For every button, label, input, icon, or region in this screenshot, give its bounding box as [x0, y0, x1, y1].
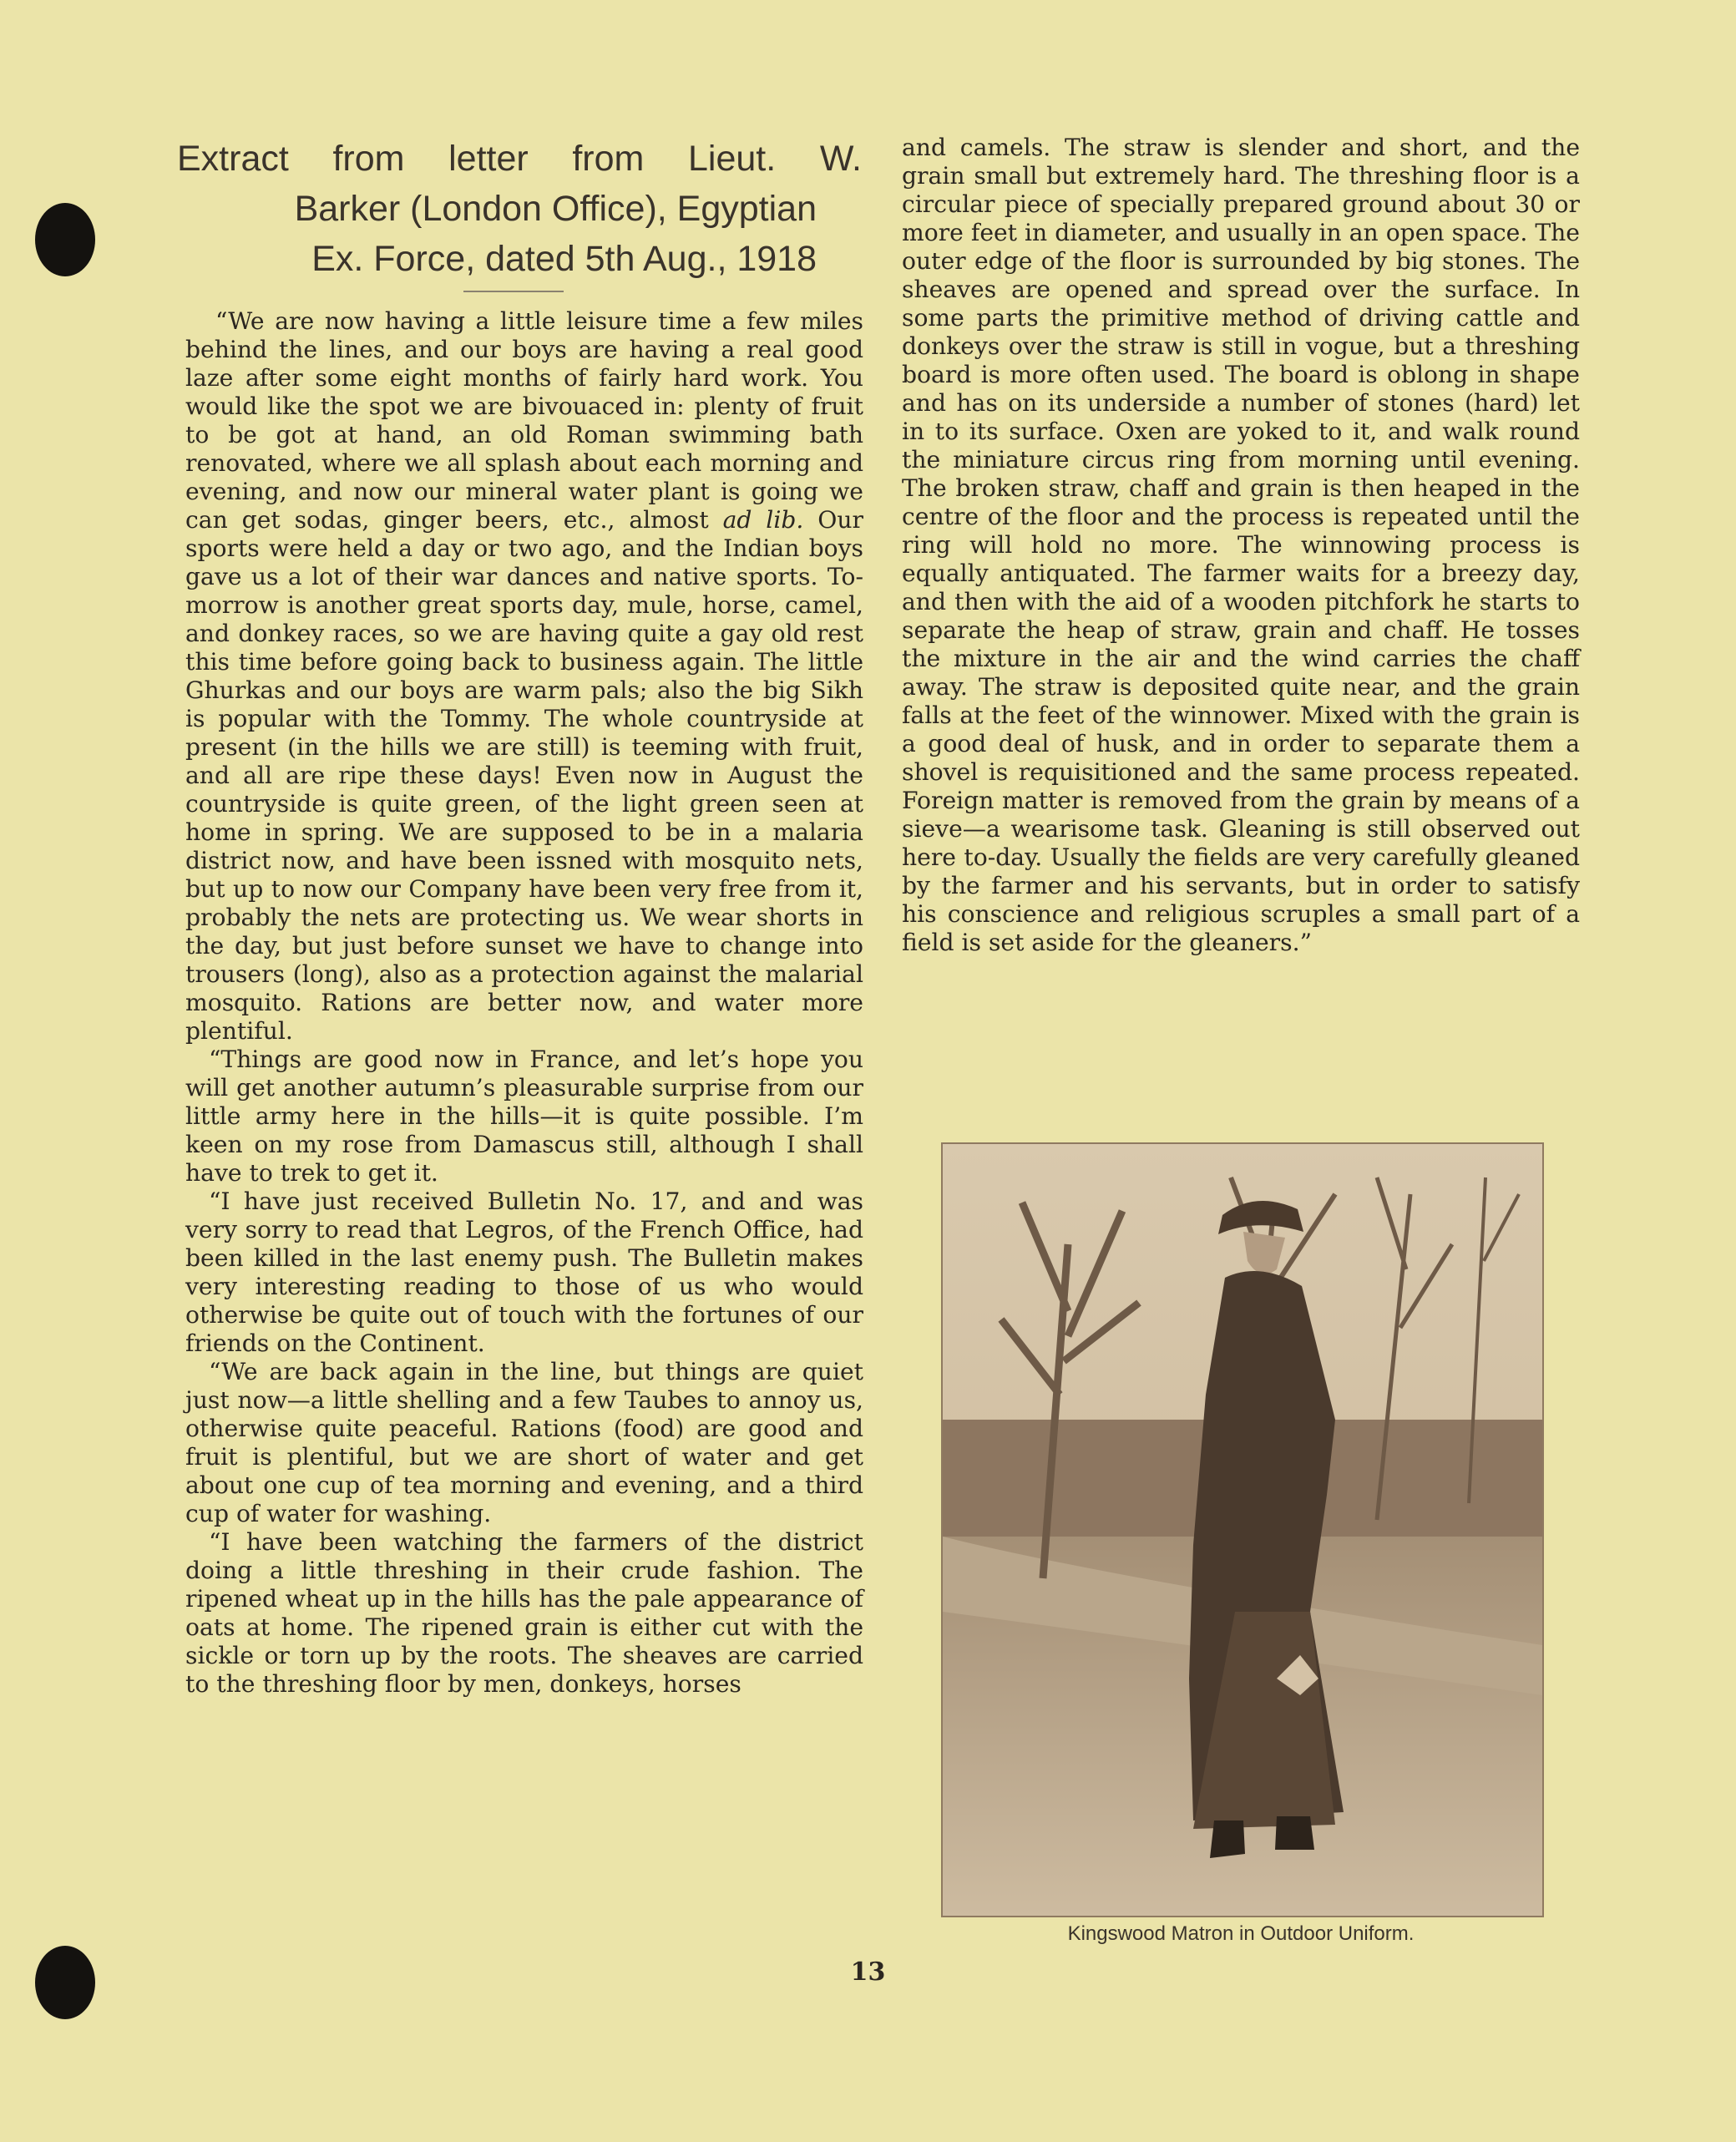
paragraph: “We are now having a little leisure time a few miles behind the lines, and our boys are having a real good laze after some eight months of fairly hard work. You would like the spot we are bivouaced in: plenty of fruit to be got at hand, an old Roman swimming bath renovated, where we all splash about each morning and evening, and now our mineral water plant is going we can get sodas, ginger beers, etc., almost ad lib. Our sports were held a day or two ago, and the Indian boys gave us a lot of their war dances and native sports. To-morrow is another great sports day, mule, horse, camel, and donkey races, so we are having quite a gay old rest this time before going back to business again. The little Ghurkas and our boys are warm pals; also the big Sikh is popular with the Tommy. The whole countryside at present (in the hills we are still) is teeming with fruit, and all are ripe these days! Even now in August the countryside is quite green, of the light green seen at home in spring. We are supposed to be in a malaria district now, and have been issned with mosquito nets, but up to now our Company have been very free from it, probably the nets are protecting us. We wear shorts in the day, but just before sunset we have to change into trousers (long), also as a protection against the malarial mosquito. Rations are better now, and water more plentiful.: [185, 307, 864, 1045]
photo-image: [943, 1144, 1542, 1916]
paragraph: “Things are good now in France, and let’s hope you will get another autumn’s pleasurable surprise from our little army here in the hills—it is quite possible. I’m keen on my rose from Damascus still, although I shall have to trek to get it.: [185, 1046, 863, 1187]
paragraph: “I have just received Bulletin No. 17, and and was very sorry to read that Legros, of the French Office, had been killed in the last enemy push. The Bulletin makes very interesting reading to those of us who would otherwise be quite out of touch with the fortunes of our friends on the Continent.: [185, 1187, 863, 1357]
heading-line-1: Extract from letter from Lieut. W.: [177, 139, 862, 179]
photo-caption: Kingswood Matron in Outdoor Uniform.: [1067, 1922, 1415, 1945]
right-column: [902, 134, 1580, 957]
matron-photograph: [941, 1142, 1544, 1917]
paragraph: “I have been watching the farmers of the district doing a little threshing in their crude fashion. The ripened wheat up in the hills has the pale appearance of oats at home. The ripened grain is either cut with the sickle or torn up by the roots. The sheaves are carried to the threshing floor by men, donkeys, horses: [185, 1528, 863, 1698]
page-number: 13: [850, 1957, 886, 1987]
italic-phrase: ad lib.: [722, 506, 804, 534]
paragraph: “We are back again in the line, but things are quiet just now—a little shelling and a few Taubes to annoy us, otherwise quite peaceful. Rations (food) are good and fruit is plentiful, but we are short of water and get about one cup of tea morning and evening, and a third cup of water for washing.: [185, 1358, 863, 1527]
heading-line-2: Barker (London Office), Egyptian: [294, 189, 817, 229]
paragraph: and camels. The straw is slender and short, and the grain small but extremely hard. The threshing floor is a circular piece of specially prepared ground about 30 or more feet in diameter, and usually in an open space. The outer edge of the floor is surrounded by big stones. The sheaves are opened and spread over the surface. In some parts the primitive method of driving cattle and donkeys over the straw is still in vogue, but a threshing board is more often used. The board is oblong in shape and has on its underside a number of stones (hard) let in to its surface. Oxen are yoked to it, and walk round the miniature circus ring from morning until evening. The broken straw, chaff and grain is then heaped in the centre of the floor and the process is repeated until the ring will hold no more. The winnowing process is equally antiquated. The farmer waits for a breezy day, and then with the aid of a wooden pitchfork he starts to separate the heap of straw, grain and chaff. He tosses the mixture in the air and the wind carries the chaff away. The straw is deposited quite near, and the grain falls at the feet of the winnower. Mixed with the grain is a good deal of husk, and in order to separate them a shovel is requisitioned and the same process repeated. Foreign matter is removed from the grain by means of a sieve—a wearisome task. Gleaning is still observed out here to-day. Usually the fields are very carefully gleaned by the farmer and his servants, but in order to satisfy his conscience and religious scruples a small part of a field is set aside for the gleaners.”: [902, 134, 1580, 956]
left-column: [185, 307, 863, 1699]
binder-hole-top: [35, 203, 95, 276]
heading-divider: [463, 291, 564, 292]
heading-line-3: Ex. Force, dated 5th Aug., 1918: [311, 239, 817, 279]
article-heading: [177, 134, 862, 284]
